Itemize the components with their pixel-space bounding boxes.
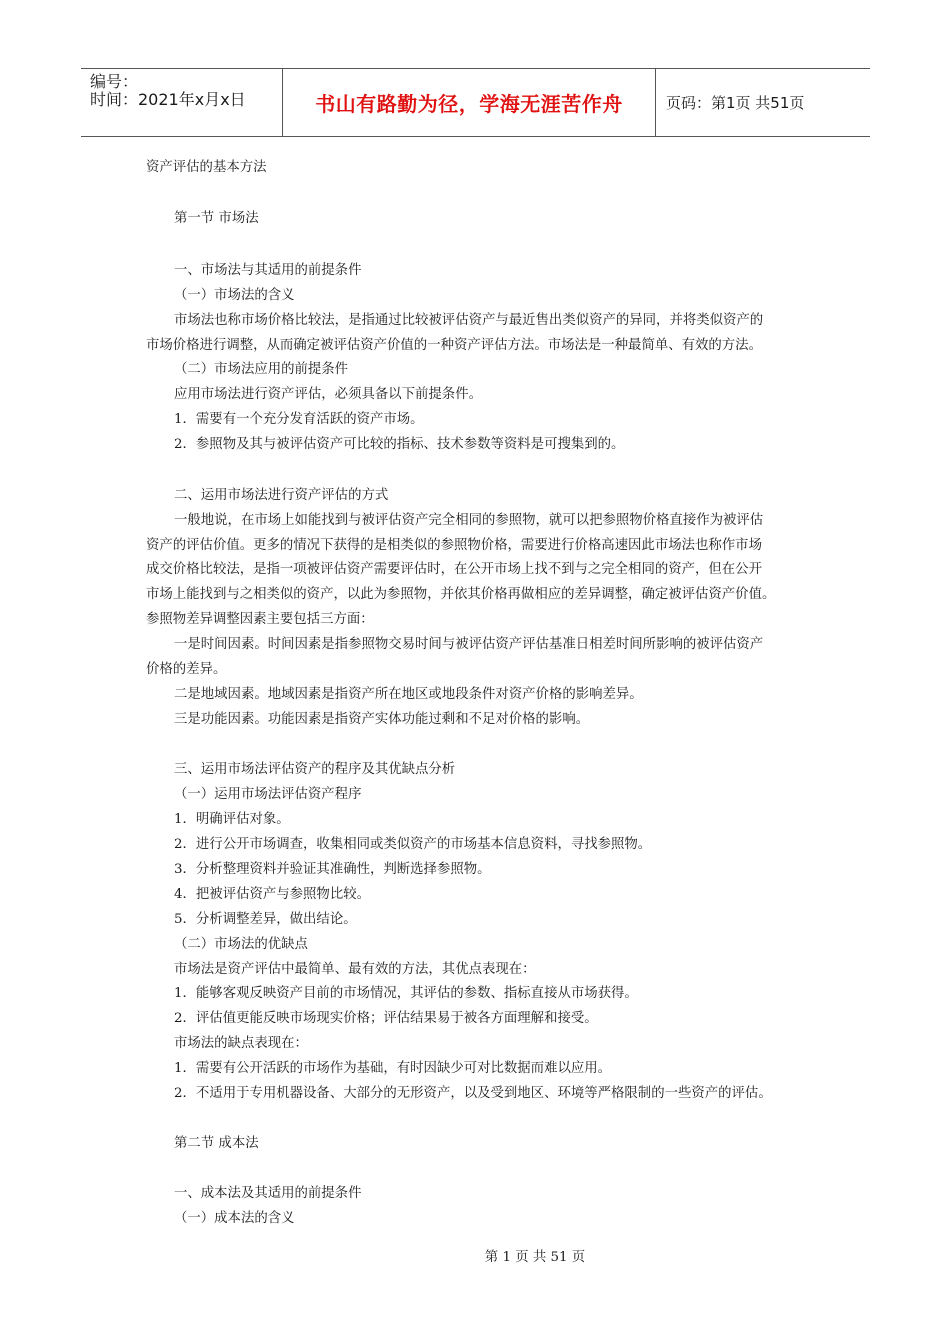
paragraph-heading: （一）成本法的含义 xyxy=(174,1211,295,1226)
page-header xyxy=(81,68,870,137)
motto-text: 书山有路勤为径，学海无涯苦作舟 xyxy=(315,92,623,116)
document-title: 资产评估的基本方法 xyxy=(146,160,267,175)
paragraph-heading: （一）市场法的含义 xyxy=(174,288,295,303)
list-item: 1．能够客观反映资产目前的市场情况，其评估的参数、指标直接从市场获得。 xyxy=(174,986,638,1001)
paragraph-line: 市场法的缺点表现在： xyxy=(174,1036,308,1051)
list-item: 2．不适用于专用机器设备、大部分的无形资产，以及受到地区、环境等严格限制的一些资产的评估。 xyxy=(174,1086,772,1101)
page-footer xyxy=(0,1246,950,1265)
list-item: 1．需要有公开活跃的市场作为基础，有时因缺少可对比数据而难以应用。 xyxy=(174,1061,612,1076)
subsection-heading: 一、成本法及其适用的前提条件 xyxy=(174,1186,362,1201)
header-motto-cell xyxy=(282,69,656,136)
list-item: 1．明确评估对象。 xyxy=(174,812,290,827)
paragraph-line: 市场上能找到与之相类似的资产，以此为参照物，并依其价格再做相应的差异调整，确定被评估资产价值。 xyxy=(146,587,776,602)
subsection-heading: 一、市场法与其适用的前提条件 xyxy=(174,263,362,278)
paragraph-line: 市场法也称市场价格比较法，是指通过比较被评估资产与最近售出类似资产的异同，并将类似资产的 xyxy=(174,313,764,328)
paragraph-line: 成交价格比较法，是指一项被评估资产需要评估时，在公开市场上找不到与之完全相同的资产，但在公开 xyxy=(146,562,762,577)
paragraph-heading: （二）市场法的优缺点 xyxy=(174,937,308,952)
paragraph-line: 二是地域因素。地域因素是指资产所在地区或地段条件对资产价格的影响差异。 xyxy=(174,687,643,702)
list-item: 1．需要有一个充分发育活跃的资产市场。 xyxy=(174,412,424,427)
page-info-text: 页码：第1页 共51页 xyxy=(666,94,805,112)
subsection-heading: 三、运用市场法评估资产的程序及其优缺点分析 xyxy=(174,762,456,777)
header-left-cell xyxy=(81,69,282,136)
subsection-heading: 二、运用市场法进行资产评估的方式 xyxy=(174,488,389,503)
paragraph-heading: （二）市场法应用的前提条件 xyxy=(174,362,349,377)
paragraph-line: 三是功能因素。功能因素是指资产实体功能过剩和不足对价格的影响。 xyxy=(174,712,590,727)
section-heading: 第二节 成本法 xyxy=(174,1136,259,1151)
paragraph-line: 市场法是资产评估中最简单、最有效的方法，其优点表现在： xyxy=(174,962,536,977)
number-label: 编号： xyxy=(90,72,139,91)
section-heading: 第一节 市场法 xyxy=(174,211,259,226)
paragraph-heading: （一）运用市场法评估资产程序 xyxy=(174,787,362,802)
list-item: 2．评估值更能反映市场现实价格；评估结果易于被各方面理解和接受。 xyxy=(174,1011,598,1026)
paragraph-line: 价格的差异。 xyxy=(146,662,227,677)
paragraph-line: 一般地说，在市场上如能找到与被评估资产完全相同的参照物，就可以把参照物价格直接作为被评估 xyxy=(174,513,764,528)
paragraph-line: 资产的评估价值。更多的情况下获得的是相类似的参照物价格，需要进行价格高速因此市场法也称作市场 xyxy=(146,538,762,553)
paragraph-line: 一是时间因素。时间因素是指参照物交易时间与被评估资产评估基准日相差时间所影响的被评估资产 xyxy=(174,637,764,652)
list-item: 5．分析调整差异，做出结论。 xyxy=(174,912,357,927)
header-page-info xyxy=(666,69,804,136)
list-item: 3．分析整理资料并验证其准确性，判断选择参照物。 xyxy=(174,862,491,877)
paragraph-line: 应用市场法进行资产评估，必须具备以下前提条件。 xyxy=(174,387,482,402)
footer-page-number: 第 1 页 共 51 页 xyxy=(484,1250,586,1265)
time-label: 时间：2021年x月x日 xyxy=(90,90,246,109)
list-item: 2．进行公开市场调查，收集相同或类似资产的市场基本信息资料，寻找参照物。 xyxy=(174,837,652,852)
paragraph-line: 参照物差异调整因素主要包括三方面： xyxy=(146,612,374,627)
list-item: 4．把被评估资产与参照物比较。 xyxy=(174,887,370,902)
list-item: 2．参照物及其与被评估资产可比较的指标、技术参数等资料是可搜集到的。 xyxy=(174,437,625,452)
paragraph-line: 市场价格进行调整，从而确定被评估资产价值的一种资产评估方法。市场法是一种最简单、有效的方法。 xyxy=(146,338,762,353)
